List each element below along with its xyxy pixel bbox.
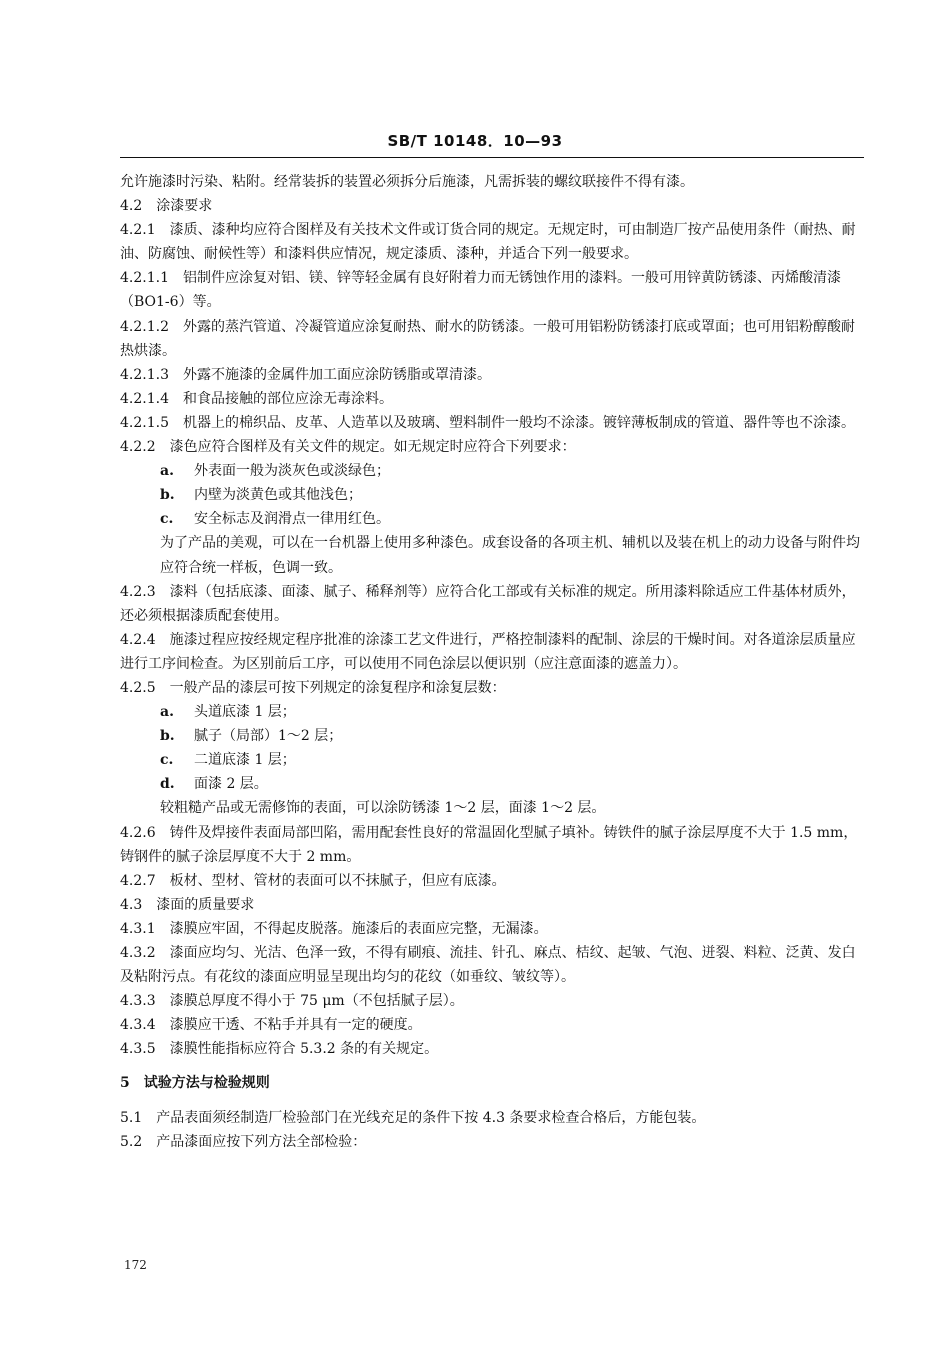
list-item-label: a. (160, 463, 174, 480)
paragraph: 较粗糙产品或无需修饰的表面，可以涂防锈漆 1～2 层，面漆 1～2 层。 (160, 800, 606, 817)
paragraph: 4.2.7 板材、型材、管材的表面可以不抹腻子，但应有底漆。 (120, 872, 506, 889)
page-header: SB/T 10148．10—93 (387, 132, 563, 150)
paragraph: 4.2.2 漆色应符合图样及有关文件的规定。如无规定时应符合下列要求： (120, 439, 576, 456)
paragraph: 4.2.1.3 外露不施漆的金属件加工面应涂防锈脂或罩清漆。 (120, 366, 491, 383)
paragraph: 4.3.5 漆膜性能指标应符合 5.3.2 条的有关规定。 (120, 1041, 439, 1058)
paragraph: 4.3.4 漆膜应干透、不粘手并具有一定的硬度。 (120, 1017, 422, 1034)
list-item (120, 724, 864, 748)
paragraph: 4.2.1.2 外露的蒸汽管道、冷凝管道应涂复耐热、耐水的防锈漆。一般可用铝粉防锈漆打底或罩面；也可用铝粉醇酸耐热烘漆。 (120, 318, 855, 359)
paragraph: 4.2.1.1 铝制件应涂复对铝、镁、锌等轻金属有良好附着力而无锈蚀作用的漆料。一般可用锌黄防锈漆、丙烯酸清漆（BO1-6）等。 (120, 270, 841, 311)
paragraph: 为了产品的美观，可以在一台机器上使用多种漆色。成套设备的各项主机、辅机以及装在机上的动力设备与附件均应符合统一样板，色调一致。 (160, 535, 860, 576)
paragraph: 4.2.5 一般产品的漆层可按下列规定的涂复程序和涂复层数： (120, 679, 506, 696)
paragraph: 4.3.3 漆膜总厚度不得小于 75 μm（不包括腻子层）。 (120, 993, 464, 1010)
page-number: 172 (124, 1258, 147, 1272)
list-item (120, 483, 864, 507)
list-item-label: a. (160, 704, 174, 721)
paragraph: 4.2.4 施漆过程应按经规定程序批准的涂漆工艺文件进行，严格控制漆料的配制、涂层的干燥时间。对各道涂层质量应进行工序间检查。为区别前后工序，可以使用不同色涂层以便识别（应注意面漆的遮盖力）。 (120, 631, 856, 672)
list-item (120, 772, 864, 796)
paragraph: 4.2.1.5 机器上的棉织品、皮革、人造革以及玻璃、塑料制件一般均不涂漆。镀锌薄板制成的管道、器件等也不涂漆。 (120, 414, 855, 431)
paragraph: 4.2.1 漆质、漆种均应符合图样及有关技术文件或订货合同的规定。无规定时，可由制造厂按产品使用条件（耐热、耐油、防腐蚀、耐候性等）和漆料供应情况，规定漆质、漆种，并适合下列一般要求。 (120, 222, 856, 263)
paragraph: 5.1 产品表面须经制造厂检验部门在光线充足的条件下按 4.3 条要求检查合格后，方能包装。 (120, 1109, 706, 1126)
list-item-label: c. (160, 511, 174, 528)
list-item-text: 外表面一般为淡灰色或淡绿色； (194, 463, 390, 480)
list-item-text: 二道底漆 1 层； (194, 752, 296, 769)
header-rule (120, 157, 864, 158)
list-item-text: 安全标志及润滑点一律用红色。 (194, 511, 390, 528)
paragraph: 4.3 漆面的质量要求 (120, 896, 255, 913)
paragraph: 4.3.2 漆面应均匀、光洁、色泽一致，不得有刷痕、流挂、针孔、麻点、桔纹、起皱、气泡、迸裂、料粒、泛黄、发白及粘附污点。有花纹的漆面应明显呈现出均匀的花纹（如垂纹、皱纹等）。 (120, 945, 856, 986)
paragraph: 4.2.1.4 和食品接触的部位应涂无毒涂料。 (120, 390, 393, 407)
list-item-label: c. (160, 752, 174, 769)
list-item-text: 腻子（局部）1～2 层； (194, 728, 343, 745)
section-heading: 5 试验方法与检验规则 (120, 1075, 270, 1092)
list-item (120, 748, 864, 772)
paragraph: 4.2.3 漆料（包括底漆、面漆、腻子、稀释剂等）应符合化工部或有关标准的规定。所用漆料除适应工件基体材质外，还必须根据漆质配套使用。 (120, 583, 856, 624)
list-item (120, 459, 864, 483)
list-item-label: b. (160, 728, 175, 745)
list-item-label: d. (160, 776, 175, 793)
paragraph: 4.2.6 铸件及焊接件表面局部凹陷，需用配套性良好的常温固化型腻子填补。铸铁件的腻子涂层厚度不大于 1.5 mm，铸钢件的腻子涂层厚度不大于 2 mm。 (120, 824, 858, 865)
paragraph: 允许施漆时污染、粘附。经常装拆的装置必须拆分后施漆，凡需拆装的螺纹联接件不得有漆。 (120, 174, 694, 190)
list-item-text: 内壁为淡黄色或其他浅色； (194, 487, 362, 504)
paragraph: 5.2 产品漆面应按下列方法全部检验： (120, 1133, 367, 1150)
list-item-label: b. (160, 487, 175, 504)
list-item-text: 面漆 2 层。 (194, 776, 268, 793)
list-item-text: 头道底漆 1 层； (194, 704, 296, 721)
list-item (120, 507, 864, 531)
document-body (120, 170, 864, 1154)
paragraph: 4.3.1 漆膜应牢固，不得起皮脱落。施漆后的表面应完整，无漏漆。 (120, 920, 548, 937)
paragraph: 4.2 涂漆要求 (120, 198, 213, 215)
list-item (120, 700, 864, 724)
